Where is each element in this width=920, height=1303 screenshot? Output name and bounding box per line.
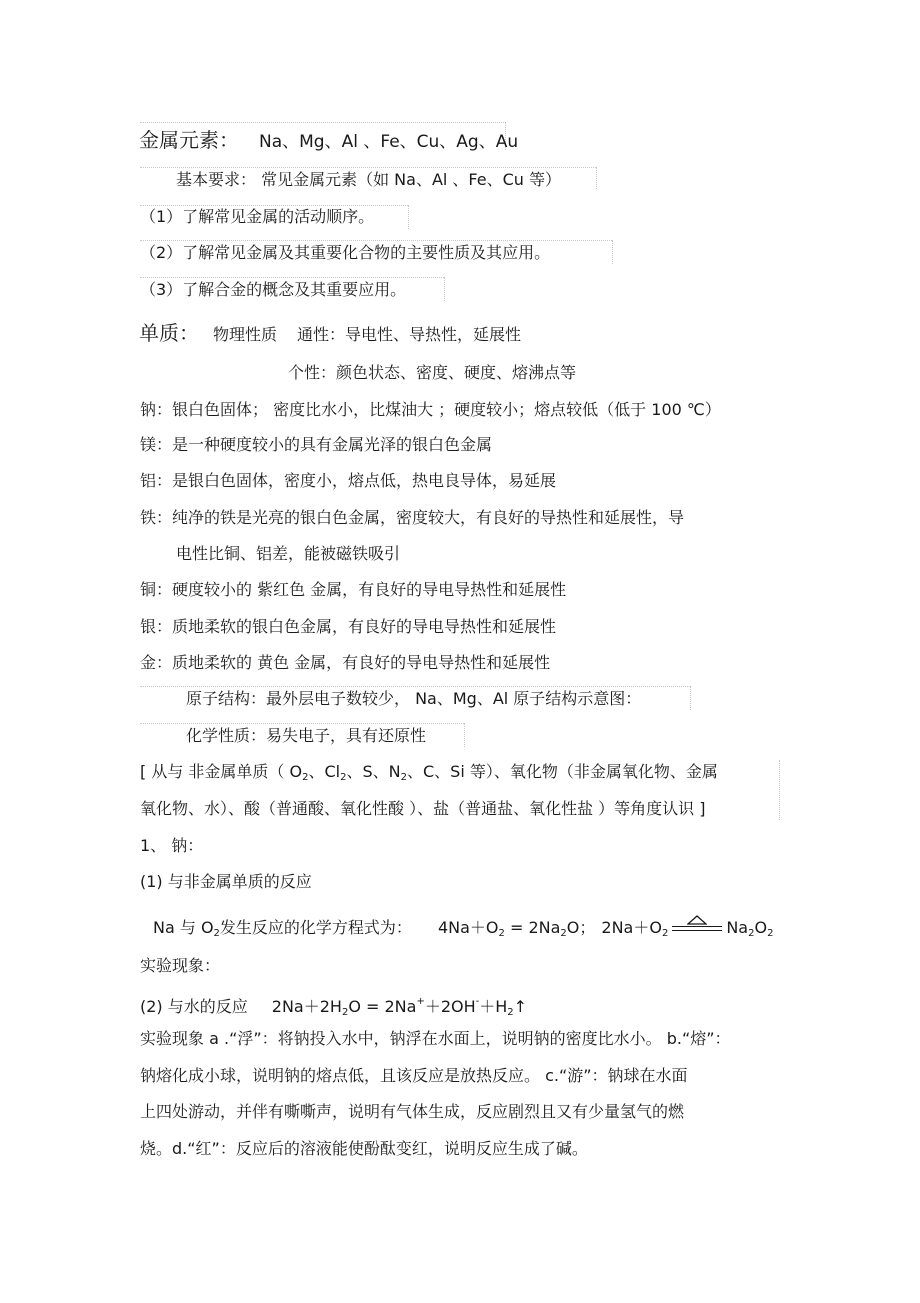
element-list: Na、Mg、Al 、Fe、Cu、Ag、Au [259,132,519,152]
requirement-item: （2）了解常见金属及其重要化合物的主要性质及其应用。 [140,243,551,262]
sodium-oxygen-equation: Na 与 $O_2$发生反应的化学方程式为： $4Na+O_2 = 2Na_2O$； $2Na+O_2$ $Na_2O_2$ [153,918,774,939]
dotted-guide [140,277,444,278]
dotted-guide [444,277,445,301]
heating-condition-icon [672,916,722,936]
physical-properties [139,321,521,345]
basic-requirement: 基本要求： 常见金属元素（如 Na、Al 、Fe、Cu 等） [176,170,561,189]
metal-copper: 铜：硬度较小的 紫红色 金属，有良好的导电导热性和延展性 [140,580,567,599]
perspective-line: [ 从与 非金属单质（ $O_2$、$Cl_2$、S、$N_2$、C、Si 等）、氧化物（非金属氧化物、金属 [140,762,718,783]
physical-category: 物理性质 [213,325,278,344]
dotted-guide [140,167,596,168]
dotted-guide [690,686,691,710]
individual-properties: 个性：颜色状态、密度、硬度、熔沸点等 [288,363,577,382]
dotted-guide [408,205,409,229]
observation-line: 烧。d.“红”：反应后的溶液能使酚酞变红，说明反应生成了碱。 [140,1139,588,1158]
sodium-heading: 1、 钠： [140,836,204,855]
metal-magnesium: 镁：是一种硬度较小的具有金属光泽的银白色金属 [140,435,493,454]
dotted-guide [779,760,780,820]
metal-aluminum: 铝：是银白色固体，密度小，熔点低，热电良导体，易延展 [140,471,557,490]
experiment-phenomenon: 实验现象： [140,956,221,975]
requirement-item: （3）了解合金的概念及其重要应用。 [140,280,407,299]
dotted-guide [140,723,464,724]
metal-gold: 金：质地柔软的 黄色 金属，有良好的导电导热性和延展性 [140,653,551,672]
title-label: 金属元素： [139,128,239,152]
simple-substance-label: 单质： [139,321,199,345]
sodium-water-equation: (2) 与水的反应 $2Na+2H_2O$ = $2Na^++2OH^-+H_2↑$ [140,996,528,1018]
observation-line: 上四处游动，并伴有嘶嘶声，说明有气体生成，反应剧烈且又有少量氢气的燃 [140,1102,685,1121]
reaction-section: (1) 与非金属单质的反应 [140,872,312,891]
metal-silver: 银：质地柔软的银白色金属，有良好的导电导热性和延展性 [140,617,557,636]
dotted-guide [140,205,408,206]
chemical-properties: 化学性质：易失电子，具有还原性 [186,726,427,745]
dotted-guide [140,686,690,687]
dotted-guide [140,122,506,123]
dotted-guide [596,167,597,189]
dotted-guide [140,240,612,241]
metal-iron-cont: 电性比铜、铝差，能被磁铁吸引 [176,544,401,563]
metal-iron: 铁：纯净的铁是光亮的银白色金属，密度较大，有良好的导热性和延展性，导 [140,508,685,527]
section-title [139,128,518,154]
requirement-item: （1）了解常见金属的活动顺序。 [140,207,375,226]
common-properties: 通性：导电性、导热性，延展性 [297,325,522,344]
observation-line: 实验现象 a .“浮”：将钠投入水中，钠浮在水面上，说明钠的密度比水小。 b.“熔”： [140,1029,731,1048]
dotted-guide [612,240,613,264]
metal-sodium: 钠：银白色固体； 密度比水小，比煤油大 ；硬度较小；熔点较低（低于 100 ℃） [140,400,721,419]
perspective-line-cont: 氧化物、水）、酸（普通酸、氧化性酸 ）、盐（普通盐、氧化性盐 ）等角度认识 ] [140,799,706,818]
atomic-structure: 原子结构：最外层电子数较少， Na、Mg、Al 原子结构示意图： [186,689,642,708]
dotted-guide [464,723,465,747]
observation-line: 钠熔化成小球，说明钠的熔点低，且该反应是放热反应。 c.“游”：钠球在水面 [140,1066,688,1085]
